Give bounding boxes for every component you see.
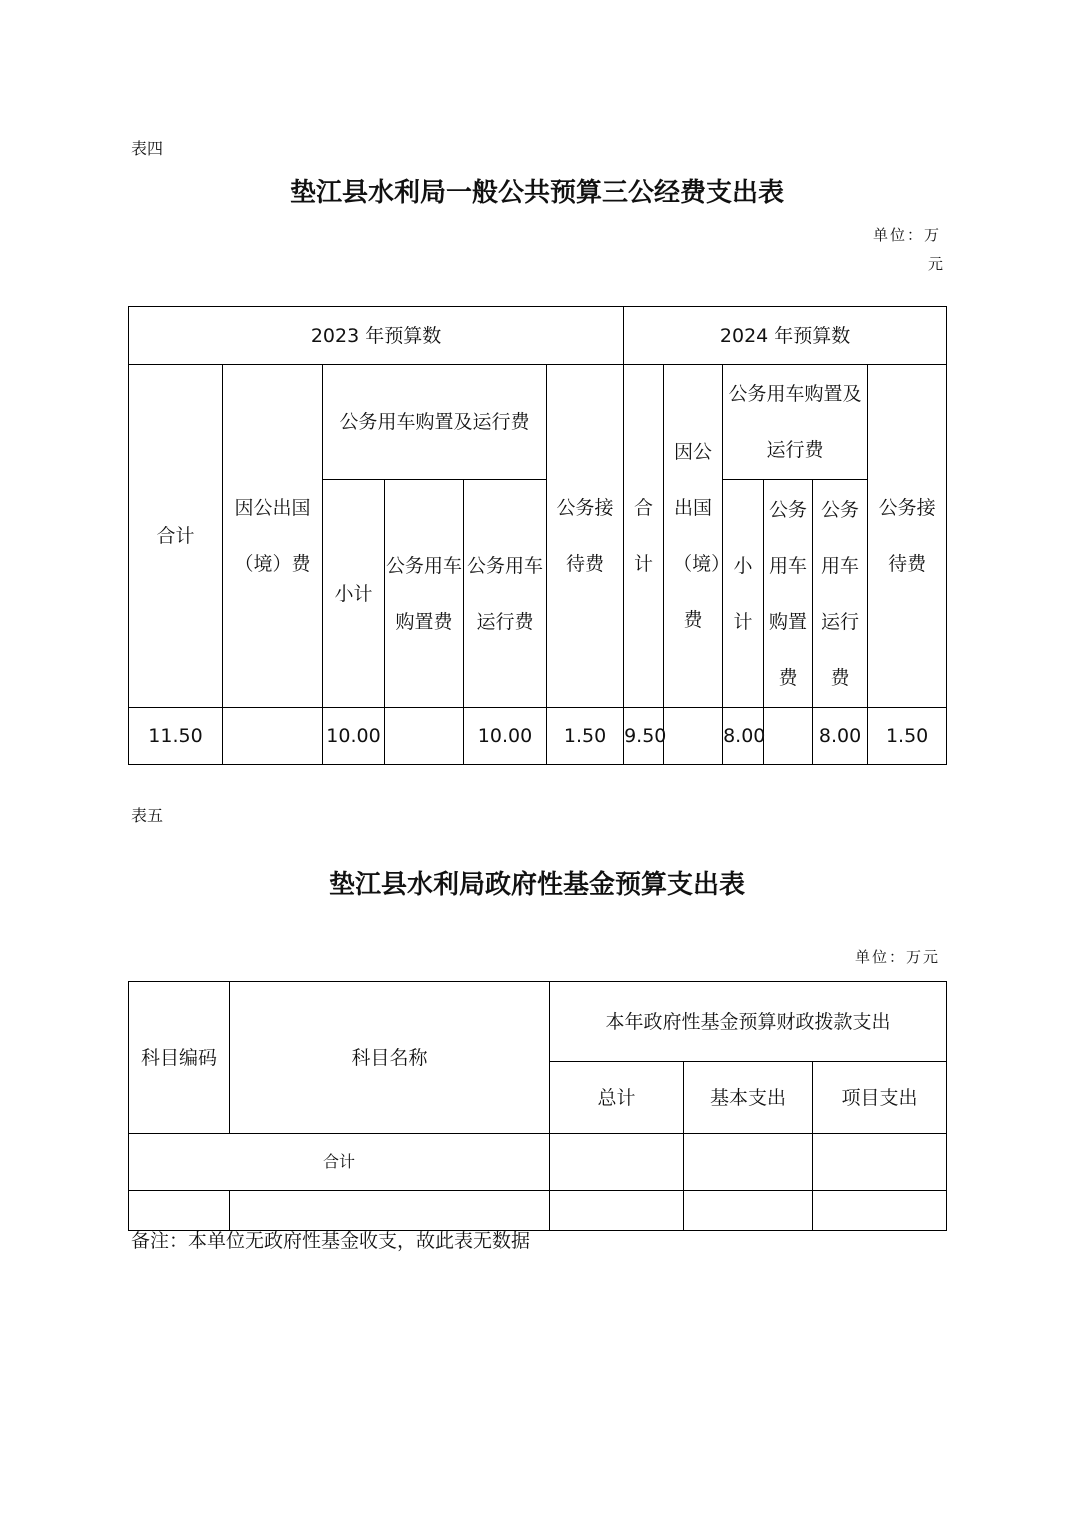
cell-grand-total	[550, 1134, 684, 1191]
unit-label: 单位：万元	[855, 948, 941, 966]
header-subject-code: 科目编码	[129, 982, 230, 1134]
cell-car-purchase-2023	[385, 708, 464, 765]
cell-subtotal-2023: 10.00	[323, 708, 385, 765]
cell-car-purchase-2024	[764, 708, 813, 765]
header-abroad-2023: 因公出国（境）费	[223, 365, 323, 708]
cell-subject-code	[129, 1191, 230, 1231]
header-car-run-2024: 公务用车运行费	[813, 480, 868, 708]
cell-grand-total	[550, 1191, 684, 1231]
header-car-purchase-2023: 公务用车购置费	[385, 480, 464, 708]
three-public-expense-table	[128, 306, 947, 765]
cell-subject-name	[230, 1191, 550, 1231]
header-total-2024: 合计	[624, 365, 664, 708]
header-subtotal-2024: 小计	[723, 480, 764, 708]
page-title: 垫江县水利局一般公共预算三公经费支出表	[289, 178, 784, 208]
unit-label: 单位：万	[873, 226, 942, 244]
header-fund-group: 本年政府性基金预算财政拨款支出	[550, 982, 947, 1062]
header-basic-expense: 基本支出	[684, 1062, 813, 1134]
cell-basic-expense	[684, 1191, 813, 1231]
header-reception-2023: 公务接待费	[547, 365, 624, 708]
header-car-purchase-2024: 公务用车购置费	[764, 480, 813, 708]
header-total-2023: 合计	[129, 365, 223, 708]
page-title: 垫江县水利局政府性基金预算支出表	[328, 870, 745, 900]
cell-total-2024: 9.50	[624, 708, 664, 765]
footnote: 备注：本单位无政府性基金收支，故此表无数据	[131, 1230, 531, 1252]
cell-car-run-2024: 8.00	[813, 708, 868, 765]
cell-project-expense	[813, 1134, 947, 1191]
cell-car-run-2023: 10.00	[464, 708, 547, 765]
government-fund-table	[128, 981, 947, 1231]
header-project-expense: 项目支出	[813, 1062, 947, 1134]
unit-label-continued: 元	[928, 255, 946, 273]
cell-reception-2023: 1.50	[547, 708, 624, 765]
table-label: 表四	[131, 139, 164, 158]
header-car-group-2023: 公务用车购置及运行费	[323, 365, 547, 480]
header-grand-total: 总计	[550, 1062, 684, 1134]
header-year-2023: 2023 年预算数	[129, 307, 624, 365]
row-total-label: 合计	[129, 1134, 550, 1191]
cell-total-2023: 11.50	[129, 708, 223, 765]
header-car-run-2023: 公务用车运行费	[464, 480, 547, 708]
header-subtotal-2023: 小计	[323, 480, 385, 708]
cell-project-expense	[813, 1191, 947, 1231]
cell-abroad-2024	[664, 708, 723, 765]
cell-reception-2024: 1.50	[868, 708, 947, 765]
cell-subtotal-2024: 8.00	[723, 708, 764, 765]
cell-basic-expense	[684, 1134, 813, 1191]
cell-abroad-2023	[223, 708, 323, 765]
header-year-2024: 2024 年预算数	[624, 307, 947, 365]
header-subject-name: 科目名称	[230, 982, 550, 1134]
table-label: 表五	[131, 806, 164, 825]
header-reception-2024: 公务接待费	[868, 365, 947, 708]
header-car-group-2024: 公务用车购置及运行费	[723, 365, 868, 480]
header-abroad-2024: 因公出国（境）费	[664, 365, 723, 708]
